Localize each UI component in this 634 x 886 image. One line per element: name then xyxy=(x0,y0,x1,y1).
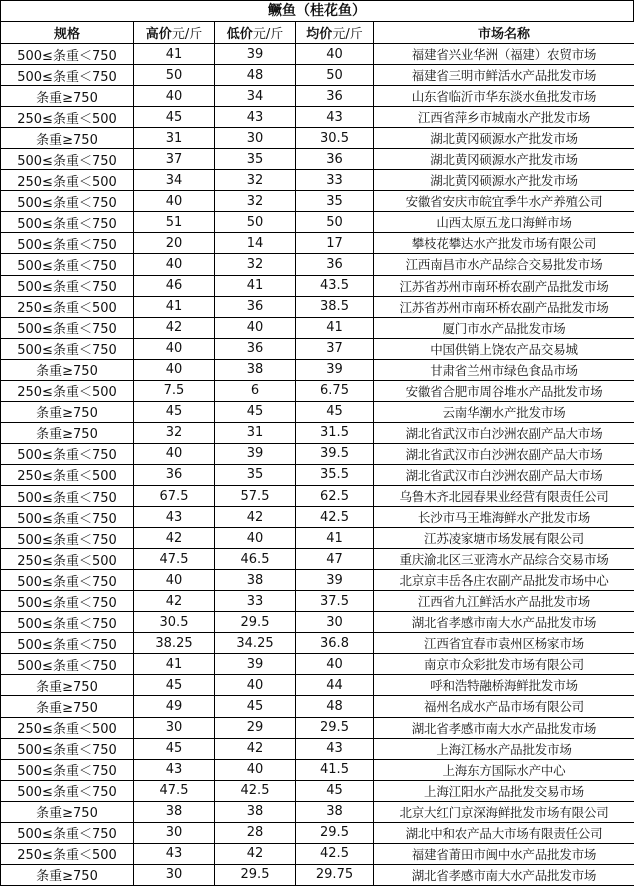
cell-high-price: 32 xyxy=(134,422,215,443)
cell-high-price: 50 xyxy=(134,65,215,86)
cell-avg-price: 41 xyxy=(296,317,374,338)
cell-market: 湖北省孝感市南大水产品批发市场 xyxy=(374,612,634,633)
cell-spec: 500≤条重＜750 xyxy=(1,443,134,464)
cell-avg-price: 39 xyxy=(296,570,374,591)
cell-high-price: 38 xyxy=(134,801,215,822)
table-row xyxy=(1,780,634,801)
table-row xyxy=(1,612,634,633)
cell-high-price: 46 xyxy=(134,275,215,296)
cell-spec: 500≤条重＜750 xyxy=(1,275,134,296)
cell-avg-price: 29.5 xyxy=(296,717,374,738)
cell-high-price: 43 xyxy=(134,759,215,780)
cell-low-price: 33 xyxy=(215,591,296,612)
cell-spec: 500≤条重＜750 xyxy=(1,633,134,654)
cell-avg-price: 42.5 xyxy=(296,843,374,864)
cell-avg-price: 36 xyxy=(296,149,374,170)
cell-high-price: 51 xyxy=(134,212,215,233)
cell-market: 湖北省武汉市白沙洲农副产品大市场 xyxy=(374,422,634,443)
cell-spec: 500≤条重＜750 xyxy=(1,822,134,843)
table-row xyxy=(1,359,634,380)
cell-high-price: 30 xyxy=(134,717,215,738)
cell-avg-price: 40 xyxy=(296,44,374,65)
cell-market: 福建省莆田市闽中水产品批发市场 xyxy=(374,843,634,864)
cell-avg-price: 48 xyxy=(296,696,374,717)
cell-spec: 条重≥750 xyxy=(1,675,134,696)
cell-avg-price: 44 xyxy=(296,675,374,696)
cell-low-price: 29 xyxy=(215,717,296,738)
cell-low-price: 35 xyxy=(215,149,296,170)
cell-high-price: 41 xyxy=(134,44,215,65)
table-row xyxy=(1,149,634,170)
cell-low-price: 14 xyxy=(215,233,296,254)
table-row xyxy=(1,485,634,506)
header-spec: 规格 xyxy=(1,22,134,44)
cell-high-price: 43 xyxy=(134,507,215,528)
cell-spec: 500≤条重＜750 xyxy=(1,591,134,612)
cell-avg-price: 43 xyxy=(296,738,374,759)
table-row xyxy=(1,254,634,275)
cell-spec: 500≤条重＜750 xyxy=(1,738,134,759)
cell-low-price: 29.5 xyxy=(215,612,296,633)
cell-low-price: 34 xyxy=(215,86,296,107)
cell-high-price: 45 xyxy=(134,675,215,696)
table-row xyxy=(1,507,634,528)
cell-low-price: 42 xyxy=(215,507,296,528)
table-row xyxy=(1,86,634,107)
cell-market: 上海东方国际水产中心 xyxy=(374,759,634,780)
cell-spec: 500≤条重＜750 xyxy=(1,780,134,801)
cell-market: 甘肃省兰州市绿色食品市场 xyxy=(374,359,634,380)
cell-low-price: 32 xyxy=(215,254,296,275)
price-table xyxy=(0,21,634,886)
cell-spec: 500≤条重＜750 xyxy=(1,212,134,233)
cell-spec: 条重≥750 xyxy=(1,801,134,822)
cell-market: 江西省萍乡市城南水产批发市场 xyxy=(374,107,634,128)
cell-spec: 500≤条重＜750 xyxy=(1,612,134,633)
cell-low-price: 31 xyxy=(215,422,296,443)
cell-avg-price: 35.5 xyxy=(296,464,374,485)
cell-low-price: 30 xyxy=(215,128,296,149)
cell-market: 攀枝花攀达水产批发市场有限公司 xyxy=(374,233,634,254)
cell-high-price: 40 xyxy=(134,191,215,212)
header-market: 市场名称 xyxy=(374,22,634,44)
cell-avg-price: 29.75 xyxy=(296,864,374,885)
cell-low-price: 42 xyxy=(215,738,296,759)
cell-spec: 500≤条重＜750 xyxy=(1,44,134,65)
table-row xyxy=(1,654,634,675)
cell-high-price: 49 xyxy=(134,696,215,717)
cell-high-price: 42 xyxy=(134,528,215,549)
cell-market: 江西南昌市水产品综合交易批发市场 xyxy=(374,254,634,275)
cell-high-price: 42 xyxy=(134,591,215,612)
cell-market: 湖北省武汉市白沙洲农副产品大市场 xyxy=(374,464,634,485)
cell-high-price: 31 xyxy=(134,128,215,149)
cell-low-price: 41 xyxy=(215,275,296,296)
cell-spec: 500≤条重＜750 xyxy=(1,654,134,675)
cell-avg-price: 35 xyxy=(296,191,374,212)
cell-market: 山东省临沂市华东淡水鱼批发市场 xyxy=(374,86,634,107)
cell-low-price: 40 xyxy=(215,759,296,780)
cell-low-price: 36 xyxy=(215,338,296,359)
table-row xyxy=(1,570,634,591)
cell-avg-price: 47 xyxy=(296,549,374,570)
cell-high-price: 38.25 xyxy=(134,633,215,654)
cell-low-price: 45 xyxy=(215,401,296,422)
cell-low-price: 28 xyxy=(215,822,296,843)
cell-spec: 250≤条重＜500 xyxy=(1,843,134,864)
cell-avg-price: 37 xyxy=(296,338,374,359)
table-row xyxy=(1,296,634,317)
cell-low-price: 39 xyxy=(215,654,296,675)
cell-high-price: 37 xyxy=(134,149,215,170)
cell-avg-price: 50 xyxy=(296,65,374,86)
cell-low-price: 34.25 xyxy=(215,633,296,654)
table-row xyxy=(1,191,634,212)
cell-low-price: 42 xyxy=(215,843,296,864)
cell-market: 云南华潮水产批发市场 xyxy=(374,401,634,422)
cell-high-price: 34 xyxy=(134,170,215,191)
cell-low-price: 29.5 xyxy=(215,864,296,885)
cell-market: 乌鲁木齐北园春果业经营有限责任公司 xyxy=(374,485,634,506)
table-row xyxy=(1,528,634,549)
cell-avg-price: 33 xyxy=(296,170,374,191)
cell-market: 上海江杨水产品批发市场 xyxy=(374,738,634,759)
table-title: 鳜鱼（桂花鱼） xyxy=(0,0,634,21)
cell-market: 福建省兴业华洲（福建）农贸市场 xyxy=(374,44,634,65)
cell-avg-price: 29.5 xyxy=(296,822,374,843)
cell-spec: 500≤条重＜750 xyxy=(1,570,134,591)
table-row xyxy=(1,843,634,864)
cell-high-price: 20 xyxy=(134,233,215,254)
cell-spec: 250≤条重＜500 xyxy=(1,464,134,485)
table-row xyxy=(1,44,634,65)
cell-low-price: 45 xyxy=(215,696,296,717)
cell-avg-price: 45 xyxy=(296,780,374,801)
cell-avg-price: 43.5 xyxy=(296,275,374,296)
cell-avg-price: 37.5 xyxy=(296,591,374,612)
header-row xyxy=(1,22,634,44)
table-row xyxy=(1,864,634,885)
table-row xyxy=(1,675,634,696)
cell-high-price: 30.5 xyxy=(134,612,215,633)
cell-low-price: 48 xyxy=(215,65,296,86)
cell-spec: 250≤条重＜500 xyxy=(1,170,134,191)
cell-avg-price: 39 xyxy=(296,359,374,380)
table-row xyxy=(1,633,634,654)
cell-high-price: 40 xyxy=(134,254,215,275)
cell-market: 重庆渝北区三亚湾水产品综合交易市场 xyxy=(374,549,634,570)
table-row xyxy=(1,212,634,233)
cell-market: 江苏凌家塘市场发展有限公司 xyxy=(374,528,634,549)
cell-spec: 250≤条重＜500 xyxy=(1,549,134,570)
cell-market: 北京大红门京深海鲜批发市场有限公司 xyxy=(374,801,634,822)
cell-high-price: 45 xyxy=(134,107,215,128)
cell-low-price: 46.5 xyxy=(215,549,296,570)
cell-avg-price: 42.5 xyxy=(296,507,374,528)
cell-market: 湖北省孝感市南大水产品批发市场 xyxy=(374,864,634,885)
table-row xyxy=(1,107,634,128)
cell-avg-price: 39.5 xyxy=(296,443,374,464)
cell-spec: 500≤条重＜750 xyxy=(1,317,134,338)
cell-market: 山西太原五龙口海鲜市场 xyxy=(374,212,634,233)
table-row xyxy=(1,275,634,296)
cell-low-price: 42.5 xyxy=(215,780,296,801)
cell-avg-price: 30.5 xyxy=(296,128,374,149)
cell-market: 中国供销上饶农产品交易城 xyxy=(374,338,634,359)
cell-market: 福州名成水产品市场有限公司 xyxy=(374,696,634,717)
table-row xyxy=(1,128,634,149)
table-row xyxy=(1,401,634,422)
cell-spec: 条重≥750 xyxy=(1,86,134,107)
cell-low-price: 40 xyxy=(215,317,296,338)
table-row xyxy=(1,549,634,570)
header-high-price: 高价元/斤 xyxy=(134,22,215,44)
cell-high-price: 67.5 xyxy=(134,485,215,506)
table-row xyxy=(1,822,634,843)
cell-market: 湖北中和农产品大市场有限责任公司 xyxy=(374,822,634,843)
table-row xyxy=(1,464,634,485)
cell-low-price: 43 xyxy=(215,107,296,128)
table-row xyxy=(1,717,634,738)
cell-market: 湖北黄冈硕源水产批发市场 xyxy=(374,128,634,149)
cell-spec: 条重≥750 xyxy=(1,401,134,422)
cell-spec: 500≤条重＜750 xyxy=(1,254,134,275)
cell-market: 北京京丰岳各庄农副产品批发市场中心 xyxy=(374,570,634,591)
table-row xyxy=(1,443,634,464)
cell-high-price: 42 xyxy=(134,317,215,338)
header-low-price: 低价元/斤 xyxy=(215,22,296,44)
cell-avg-price: 30 xyxy=(296,612,374,633)
cell-avg-price: 17 xyxy=(296,233,374,254)
cell-high-price: 40 xyxy=(134,338,215,359)
cell-market: 南京市众彩批发市场有限公司 xyxy=(374,654,634,675)
cell-low-price: 39 xyxy=(215,44,296,65)
cell-low-price: 40 xyxy=(215,675,296,696)
cell-market: 湖北省武汉市白沙洲农副产品大市场 xyxy=(374,443,634,464)
cell-market: 湖北省孝感市南大水产品批发市场 xyxy=(374,717,634,738)
cell-low-price: 36 xyxy=(215,296,296,317)
cell-avg-price: 38.5 xyxy=(296,296,374,317)
cell-high-price: 40 xyxy=(134,443,215,464)
cell-low-price: 38 xyxy=(215,359,296,380)
cell-high-price: 43 xyxy=(134,843,215,864)
cell-spec: 条重≥750 xyxy=(1,696,134,717)
cell-avg-price: 45 xyxy=(296,401,374,422)
cell-low-price: 35 xyxy=(215,464,296,485)
cell-high-price: 30 xyxy=(134,864,215,885)
table-row xyxy=(1,233,634,254)
cell-market: 湖北黄冈硕源水产批发市场 xyxy=(374,149,634,170)
cell-spec: 500≤条重＜750 xyxy=(1,233,134,254)
table-row xyxy=(1,696,634,717)
cell-high-price: 47.5 xyxy=(134,780,215,801)
cell-avg-price: 36 xyxy=(296,254,374,275)
header-avg-price: 均价元/斤 xyxy=(296,22,374,44)
cell-market: 安徽省安庆市皖宜季牛水产养殖公司 xyxy=(374,191,634,212)
cell-avg-price: 62.5 xyxy=(296,485,374,506)
table-row xyxy=(1,801,634,822)
cell-high-price: 45 xyxy=(134,401,215,422)
cell-avg-price: 36.8 xyxy=(296,633,374,654)
cell-high-price: 30 xyxy=(134,822,215,843)
cell-avg-price: 6.75 xyxy=(296,380,374,401)
cell-market: 上海江阳水产品批发交易市场 xyxy=(374,780,634,801)
cell-low-price: 50 xyxy=(215,212,296,233)
table-row xyxy=(1,422,634,443)
cell-spec: 250≤条重＜500 xyxy=(1,107,134,128)
cell-high-price: 40 xyxy=(134,570,215,591)
cell-spec: 500≤条重＜750 xyxy=(1,191,134,212)
cell-avg-price: 38 xyxy=(296,801,374,822)
table-row xyxy=(1,338,634,359)
cell-high-price: 36 xyxy=(134,464,215,485)
table-row xyxy=(1,317,634,338)
cell-avg-price: 43 xyxy=(296,107,374,128)
cell-low-price: 38 xyxy=(215,570,296,591)
cell-avg-price: 50 xyxy=(296,212,374,233)
cell-avg-price: 41.5 xyxy=(296,759,374,780)
cell-spec: 条重≥750 xyxy=(1,864,134,885)
cell-avg-price: 40 xyxy=(296,654,374,675)
cell-spec: 250≤条重＜500 xyxy=(1,296,134,317)
cell-market: 江苏省苏州市南环桥农副产品批发市场 xyxy=(374,296,634,317)
cell-avg-price: 41 xyxy=(296,528,374,549)
table-row xyxy=(1,380,634,401)
cell-avg-price: 36 xyxy=(296,86,374,107)
cell-low-price: 32 xyxy=(215,170,296,191)
cell-market: 江苏省苏州市南环桥农副产品批发市场 xyxy=(374,275,634,296)
cell-spec: 500≤条重＜750 xyxy=(1,759,134,780)
cell-market: 长沙市马王堆海鲜水产批发市场 xyxy=(374,507,634,528)
cell-low-price: 38 xyxy=(215,801,296,822)
cell-spec: 条重≥750 xyxy=(1,422,134,443)
cell-low-price: 32 xyxy=(215,191,296,212)
cell-spec: 条重≥750 xyxy=(1,128,134,149)
cell-high-price: 41 xyxy=(134,296,215,317)
cell-low-price: 40 xyxy=(215,528,296,549)
cell-market: 厦门市水产品批发市场 xyxy=(374,317,634,338)
cell-high-price: 40 xyxy=(134,86,215,107)
cell-market: 安徽省合肥市周谷堆水产品批发市场 xyxy=(374,380,634,401)
cell-avg-price: 31.5 xyxy=(296,422,374,443)
cell-high-price: 7.5 xyxy=(134,380,215,401)
cell-market: 江西省宜春市袁州区杨家市场 xyxy=(374,633,634,654)
cell-spec: 250≤条重＜500 xyxy=(1,717,134,738)
cell-low-price: 6 xyxy=(215,380,296,401)
table-row xyxy=(1,65,634,86)
cell-high-price: 41 xyxy=(134,654,215,675)
table-row xyxy=(1,738,634,759)
cell-spec: 500≤条重＜750 xyxy=(1,507,134,528)
table-row xyxy=(1,170,634,191)
cell-spec: 500≤条重＜750 xyxy=(1,338,134,359)
cell-high-price: 47.5 xyxy=(134,549,215,570)
cell-spec: 500≤条重＜750 xyxy=(1,485,134,506)
cell-low-price: 57.5 xyxy=(215,485,296,506)
cell-spec: 500≤条重＜750 xyxy=(1,528,134,549)
cell-spec: 250≤条重＜500 xyxy=(1,380,134,401)
table-row xyxy=(1,759,634,780)
cell-market: 湖北黄冈硕源水产批发市场 xyxy=(374,170,634,191)
cell-market: 福建省三明市鲜活水产品批发市场 xyxy=(374,65,634,86)
cell-high-price: 45 xyxy=(134,738,215,759)
cell-spec: 500≤条重＜750 xyxy=(1,149,134,170)
cell-low-price: 39 xyxy=(215,443,296,464)
cell-spec: 500≤条重＜750 xyxy=(1,65,134,86)
cell-market: 呼和浩特融桥海鲜批发市场 xyxy=(374,675,634,696)
table-row xyxy=(1,591,634,612)
cell-high-price: 40 xyxy=(134,359,215,380)
cell-spec: 条重≥750 xyxy=(1,359,134,380)
cell-market: 江西省九江鲜活水产品批发市场 xyxy=(374,591,634,612)
